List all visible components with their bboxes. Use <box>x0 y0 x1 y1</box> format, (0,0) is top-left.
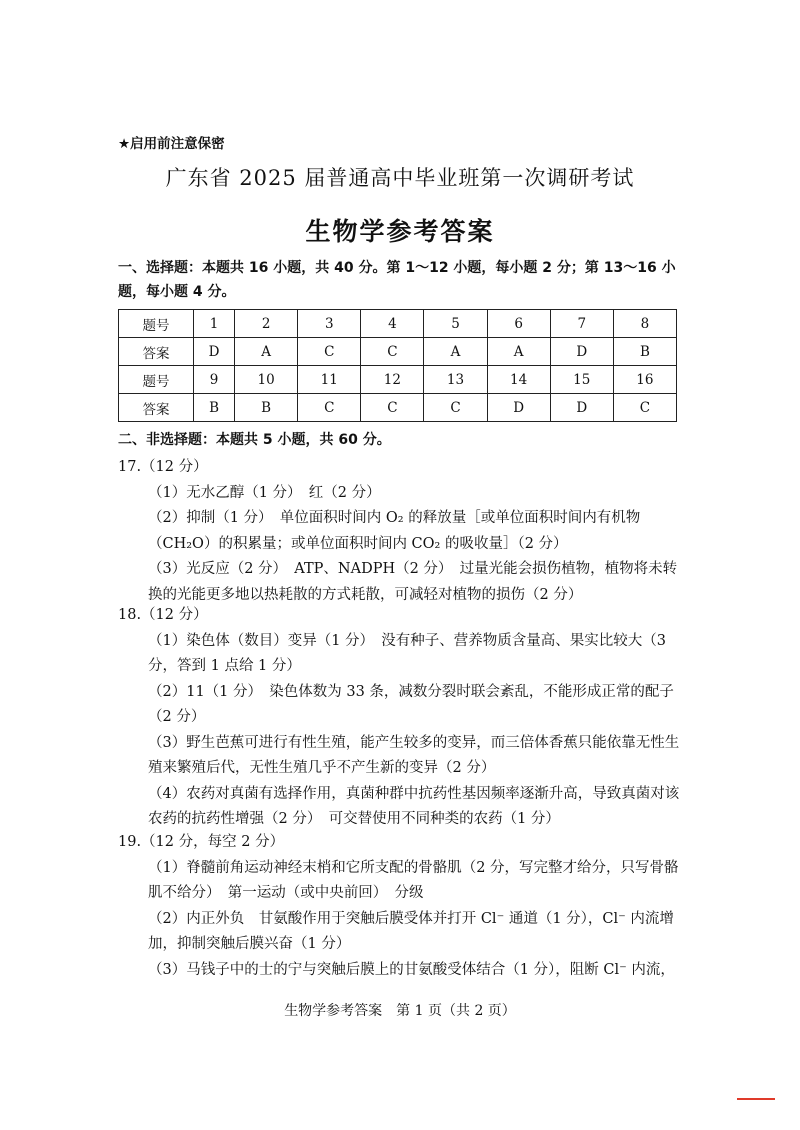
table-cell: A <box>235 338 298 366</box>
table-cell: A <box>424 338 487 366</box>
table-cell: 答案 <box>119 394 194 422</box>
answer-item: （4）农药对真菌有选择作用，真菌种群中抗药性基因频率逐渐升高，导致真菌对该农药的抗药性增强（2 分） 可交替使用不同种类的农药（1 分） <box>148 785 680 827</box>
exam-title: 广东省 2025 届普通高中毕业班第一次调研考试 <box>165 166 635 190</box>
table-cell: C <box>613 394 676 422</box>
table-cell: B <box>235 394 298 422</box>
table-cell: C <box>298 394 361 422</box>
page-footer: 生物学参考答案 第 1 页（共 2 页） <box>284 1003 516 1019</box>
answer-item: （2）内正外负 甘氨酸作用于突触后膜受体并打开 Cl⁻ 通道（1 分），Cl⁻ 内流增加，抑制突触后膜兴奋（1 分） <box>148 910 674 952</box>
answer-item: （1）无水乙醇（1 分） 红（2 分） <box>148 484 381 501</box>
table-cell: B <box>613 338 676 366</box>
table-cell: C <box>361 338 424 366</box>
answer-item: （3）马钱子中的士的宁与突触后膜上的甘氨酸受体结合（1 分），阻断 Cl⁻ 内流， <box>148 961 675 978</box>
table-row <box>119 338 677 366</box>
table-cell: 题号 <box>119 310 194 338</box>
table-cell: 6 <box>487 310 550 338</box>
table-cell: 2 <box>235 310 298 338</box>
table-cell: 3 <box>298 310 361 338</box>
answer-item: （1）脊髓前角运动神经末梢和它所支配的骨骼肌（2 分，写完整才给分，只写骨骼肌不给分） 第一运动（或中央前回） 分级 <box>148 859 679 901</box>
question-number: 17.（12 分） <box>118 459 208 475</box>
section2-heading: 二、非选择题：本题共 5 小题，共 60 分。 <box>118 432 391 448</box>
table-cell: 4 <box>361 310 424 338</box>
answer-item: （2）抑制（1 分） 单位面积时间内 O₂ 的释放量［或单位面积时间内有机物（CH₂O）的积累量；或单位面积时间内 CO₂ 的吸收量］（2 分） <box>148 510 641 552</box>
table-cell: D <box>550 394 613 422</box>
table-row <box>119 366 677 394</box>
answer-item: （3）光反应（2 分） ATP、NADPH（2 分） 过量光能会损伤植物，植物将未转换的光能更多地以热耗散的方式耗散，可减轻对植物的损伤（2 分） <box>148 561 678 603</box>
answer-key-title: 生物学参考答案 <box>305 217 495 246</box>
answer-item: （3）野生芭蕉可进行有性生殖，能产生较多的变异，而三倍体香蕉只能依靠无性生殖来繁殖后代，无性生殖几乎不产生新的变异（2 分） <box>148 734 680 776</box>
table-cell: C <box>424 394 487 422</box>
table-cell: D <box>194 338 235 366</box>
table-cell: D <box>487 394 550 422</box>
confidential-notice: ★启用前注意保密 <box>118 136 225 152</box>
table-cell: 15 <box>550 366 613 394</box>
table-cell: C <box>361 394 424 422</box>
red-underline-mark <box>737 1098 775 1100</box>
table-cell: 7 <box>550 310 613 338</box>
table-cell: 11 <box>298 366 361 394</box>
table-cell: 题号 <box>119 366 194 394</box>
table-cell: 14 <box>487 366 550 394</box>
table-cell: 9 <box>194 366 235 394</box>
table-cell: 答案 <box>119 338 194 366</box>
question-18 <box>118 603 690 833</box>
table-cell: D <box>550 338 613 366</box>
table-cell: 16 <box>613 366 676 394</box>
table-cell: A <box>487 338 550 366</box>
table-cell: 1 <box>194 310 235 338</box>
question-17 <box>118 455 690 608</box>
section1-heading: 一、选择题：本题共 16 小题，共 40 分。第 1～12 小题，每小题 2 分；第 13～16 小题，每小题 4 分。 <box>118 260 676 300</box>
table-row <box>119 394 677 422</box>
question-number: 18.（12 分） <box>118 607 208 623</box>
answer-table <box>118 309 677 422</box>
table-cell: 5 <box>424 310 487 338</box>
table-row <box>119 310 677 338</box>
question-19 <box>118 830 690 983</box>
table-cell: 10 <box>235 366 298 394</box>
table-cell: 8 <box>613 310 676 338</box>
question-number: 19.（12 分，每空 2 分） <box>118 834 285 850</box>
answer-item: （2）11（1 分） 染色体数为 33 条，减数分裂时联会紊乱，不能形成正常的配子（2 分） <box>148 683 674 725</box>
table-cell: C <box>298 338 361 366</box>
table-cell: 12 <box>361 366 424 394</box>
table-cell: 13 <box>424 366 487 394</box>
answer-item: （1）染色体（数目）变异（1 分） 没有种子、营养物质含量高、果实比较大（3 分，答到 1 点给 1 分） <box>148 632 667 674</box>
table-cell: B <box>194 394 235 422</box>
